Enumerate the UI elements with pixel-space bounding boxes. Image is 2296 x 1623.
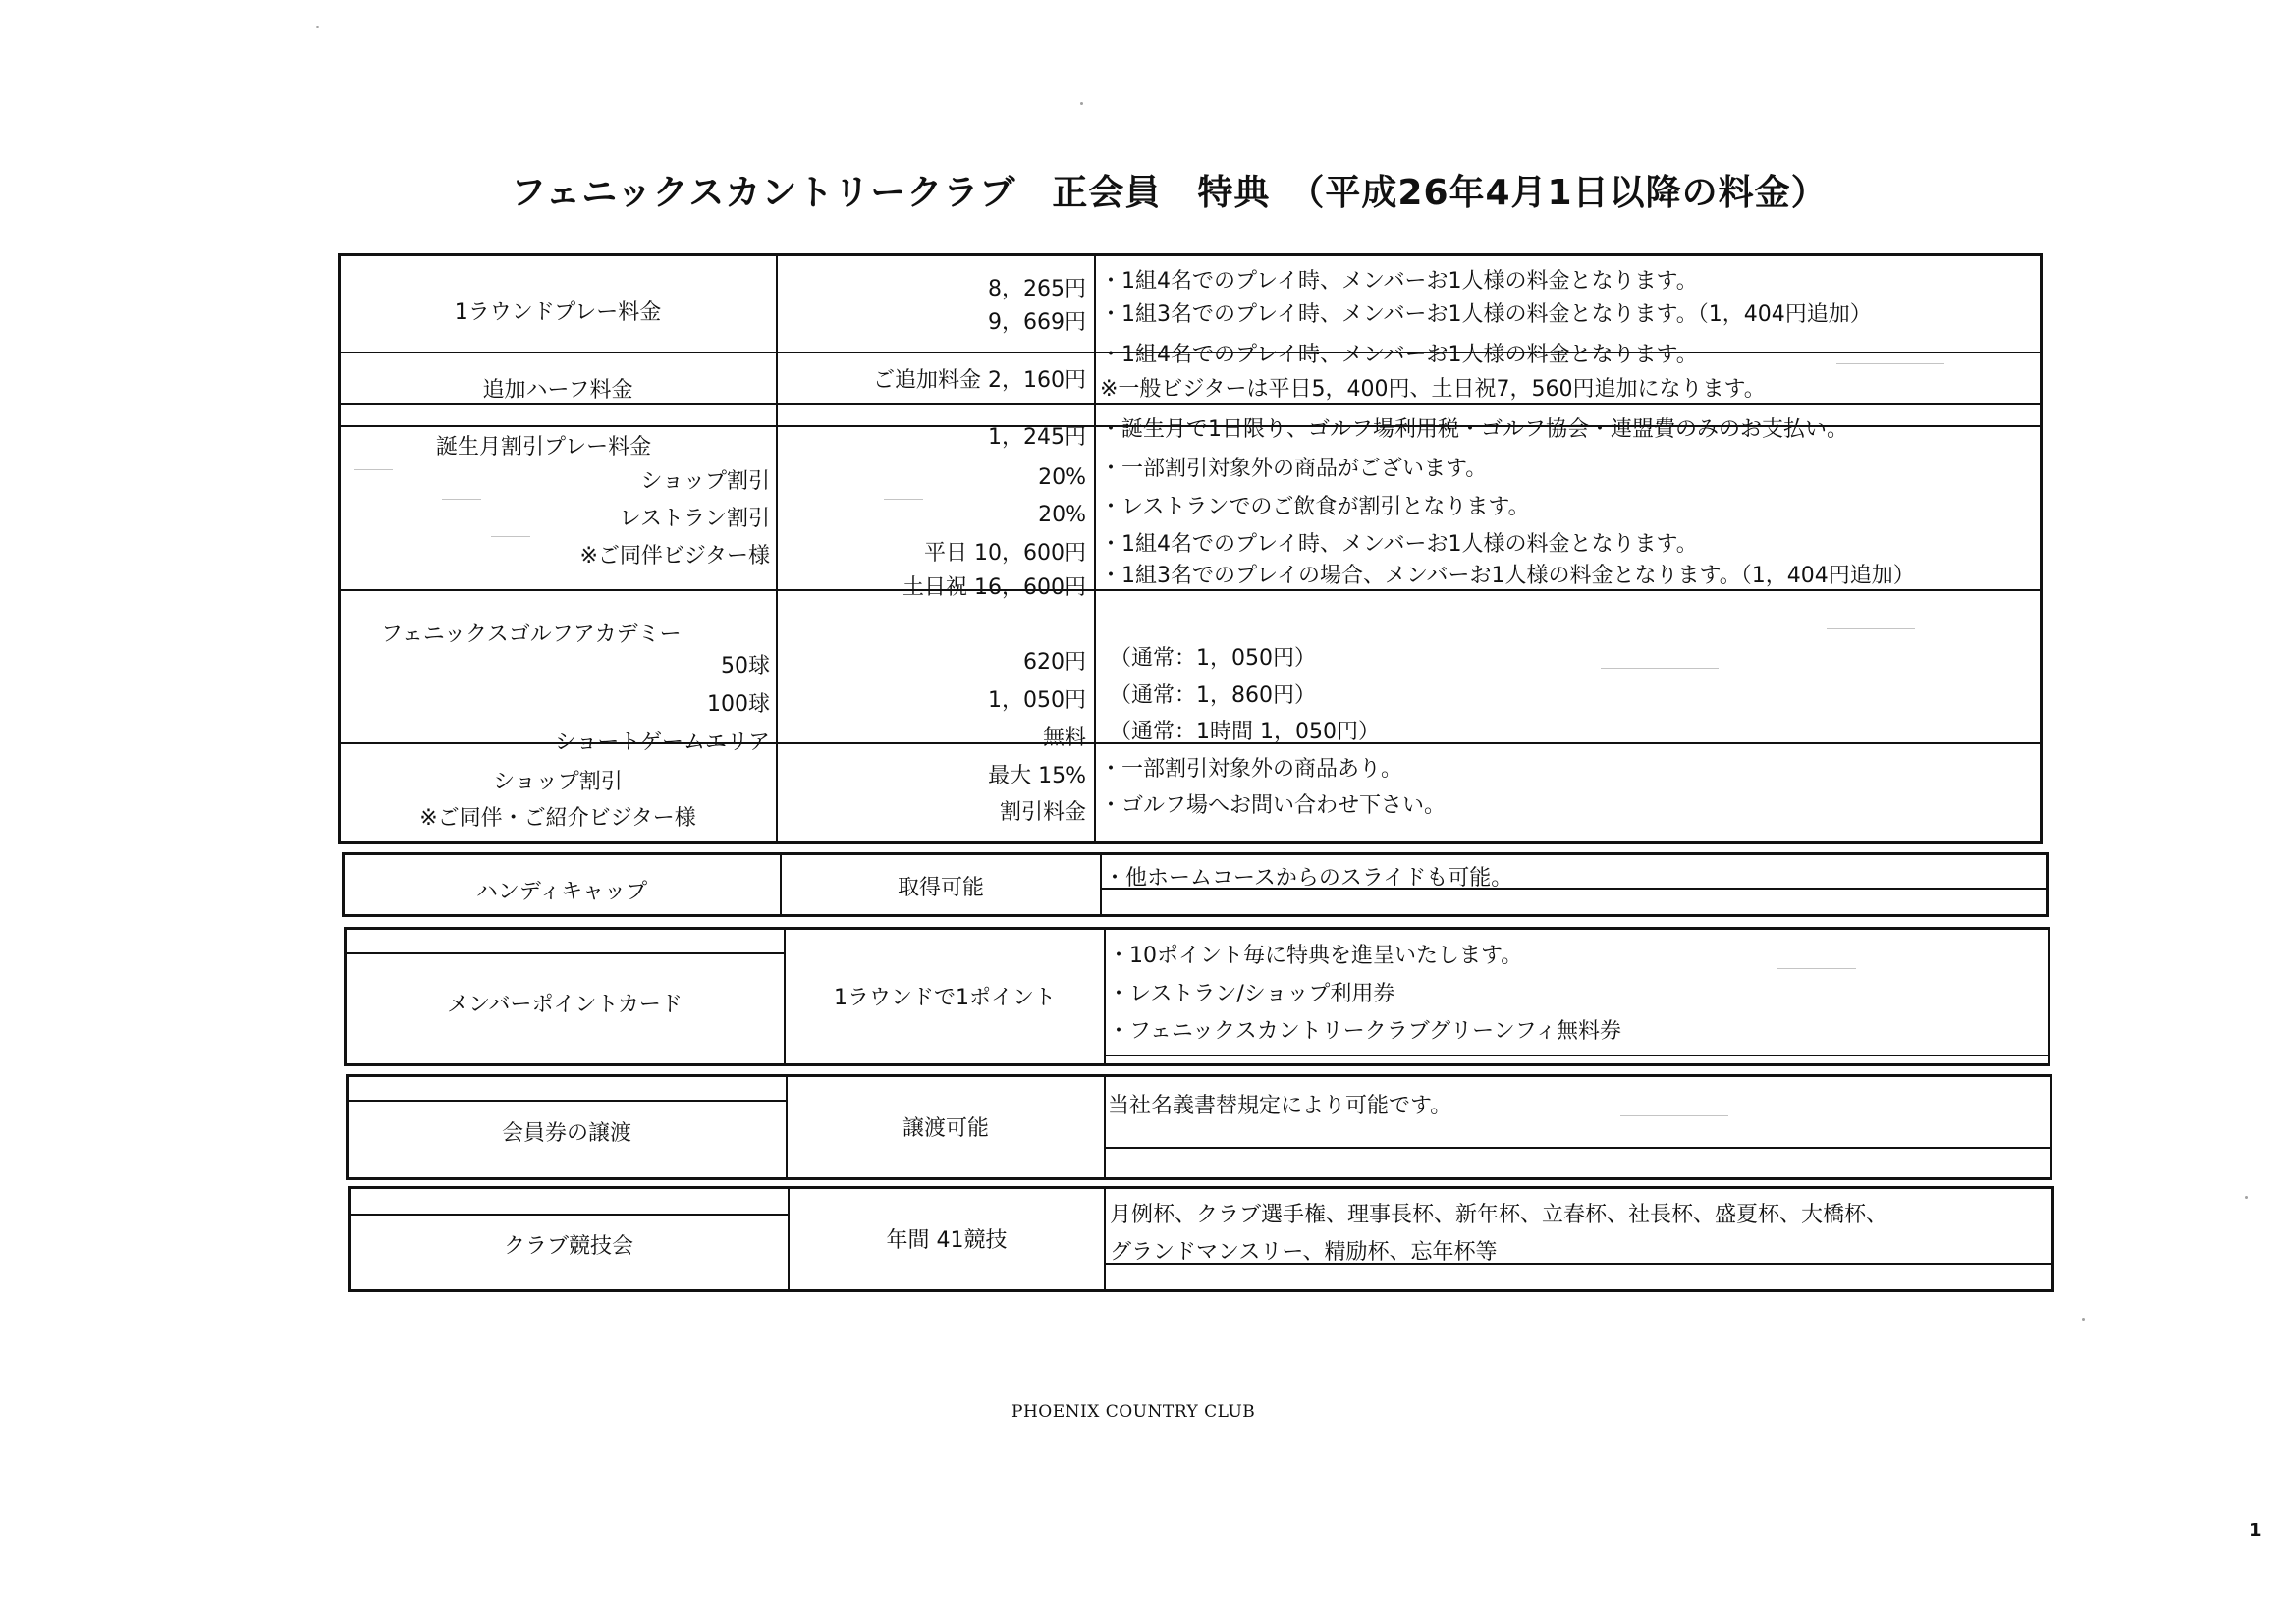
scan-artifact bbox=[442, 499, 481, 500]
round-fee-4-note: ・1組4名でのプレイ時、メンバーお1人様の料金となります。 bbox=[1100, 269, 1698, 294]
birthday-shop-label: ショップ割引 bbox=[640, 469, 770, 494]
shop-discount-note: ・一部割引対象外の商品あり。 bbox=[1100, 757, 1403, 782]
half-fee-note-1: ・1組4名でのプレイ時、メンバーお1人様の料金となります。 bbox=[1100, 343, 1698, 367]
scan-speck bbox=[2082, 1318, 2085, 1321]
guest-label: ※ご同伴・ご紹介ビジター様 bbox=[419, 806, 696, 831]
birthday-restaurant-note: ・レストランでのご飲食が割引となります。 bbox=[1100, 495, 1530, 519]
table-divider bbox=[1104, 1055, 2049, 1056]
academy-100-note: （通常：1，860円） bbox=[1110, 683, 1316, 708]
table-divider bbox=[340, 403, 2041, 405]
page-number: 1 bbox=[2249, 1520, 2262, 1541]
points-value: 1ラウンドで1ポイント bbox=[834, 986, 1056, 1010]
academy-50-note: （通常：1，050円） bbox=[1110, 646, 1316, 671]
scan-artifact bbox=[491, 536, 530, 537]
scan-artifact bbox=[1827, 628, 1915, 629]
academy-short-label: ショートゲームエリア bbox=[554, 730, 770, 755]
half-fee-note-2: ※一般ビジターは平日5，400円、土日祝7，560円追加になります。 bbox=[1100, 377, 1766, 402]
table-divider bbox=[1104, 929, 1106, 1064]
table-divider bbox=[1104, 1188, 1106, 1290]
academy-100-label: 100球 bbox=[707, 692, 770, 717]
table-divider bbox=[348, 1100, 786, 1102]
competition-note-2: グランドマンスリー、精励杯、忘年杯等 bbox=[1110, 1240, 1498, 1265]
handicap-note: ・他ホームコースからのスライドも可能。 bbox=[1104, 866, 1513, 891]
scan-artifact bbox=[884, 499, 923, 500]
birthday-restaurant-label: レストラン割引 bbox=[619, 507, 770, 531]
birthday-restaurant-value: 20% bbox=[1038, 503, 1086, 527]
scan-artifact bbox=[1620, 1115, 1728, 1116]
page-title: フェニックスカントリークラブ 正会員 特典 （平成26年4月1日以降の料金） bbox=[511, 173, 1828, 213]
scan-artifact bbox=[1836, 363, 1944, 364]
points-note-3: ・フェニックスカントリークラブグリーンフィ無料券 bbox=[1108, 1019, 1621, 1044]
scan-artifact bbox=[1601, 668, 1719, 669]
birthday-fee-label: 誕生月割引プレー料金 bbox=[436, 435, 652, 460]
transfer-label: 会員券の譲渡 bbox=[501, 1121, 631, 1146]
academy-short-note: （通常：1時間 1，050円） bbox=[1110, 720, 1380, 744]
table-divider bbox=[346, 952, 784, 954]
transfer-value: 譲渡可能 bbox=[902, 1116, 989, 1141]
competition-label: クラブ競技会 bbox=[503, 1234, 633, 1259]
table-divider bbox=[1094, 255, 1096, 842]
footer-club-name: PHOENIX COUNTRY CLUB bbox=[1011, 1402, 1256, 1422]
academy-short-price: 無料 bbox=[1042, 726, 1086, 750]
academy-50-price: 620円 bbox=[1023, 650, 1086, 675]
birthday-fee-note: ・誕生月で1日限り、ゴルフ場利用税・ゴルフ協会・連盟費のみのお支払い。 bbox=[1100, 417, 1848, 442]
birthday-visitor-weekend-price: 土日祝 16，600円 bbox=[902, 575, 1086, 600]
competition-value: 年間 41競技 bbox=[886, 1228, 1008, 1253]
table-divider bbox=[776, 255, 778, 842]
handicap-label: ハンディキャップ bbox=[475, 880, 648, 904]
half-fee-price: ご追加料金 2，160円 bbox=[873, 368, 1086, 393]
round-fee-4-price: 8，265円 bbox=[988, 277, 1086, 301]
academy-50-label: 50球 bbox=[721, 654, 770, 678]
scan-speck bbox=[316, 26, 319, 28]
points-note-2: ・レストラン/ショップ利用券 bbox=[1108, 982, 1395, 1006]
guest-note: ・ゴルフ場へお問い合わせ下さい。 bbox=[1100, 793, 1447, 818]
scan-speck bbox=[1080, 102, 1083, 105]
handicap-value: 取得可能 bbox=[897, 876, 984, 900]
table-divider bbox=[340, 589, 2041, 591]
birthday-visitor-weekday-price: 平日 10，600円 bbox=[924, 541, 1086, 566]
birthday-visitor-label: ※ご同伴ビジター様 bbox=[579, 544, 770, 568]
birthday-shop-note: ・一部割引対象外の商品がございます。 bbox=[1100, 457, 1488, 481]
points-note-1: ・10ポイント毎に特典を進呈いたします。 bbox=[1108, 944, 1523, 968]
birthday-shop-value: 20% bbox=[1038, 465, 1086, 490]
round-fee-3-note: ・1組3名でのプレイ時、メンバーお1人様の料金となります。（1，404円追加） bbox=[1100, 302, 1872, 327]
round-fee-label: 1ラウンドプレー料金 bbox=[454, 300, 662, 325]
half-fee-label: 追加ハーフ料金 bbox=[482, 378, 633, 403]
shop-discount-value: 最大 15% bbox=[988, 764, 1086, 788]
scan-speck bbox=[2245, 1196, 2248, 1199]
scan-artifact bbox=[354, 469, 393, 470]
shop-discount-label: ショップ割引 bbox=[493, 770, 623, 794]
transfer-note: 当社名義書替規定により可能です。 bbox=[1108, 1094, 1452, 1118]
academy-100-price: 1，050円 bbox=[988, 688, 1086, 713]
competition-note-1: 月例杯、クラブ選手権、理事長杯、新年杯、立春杯、社長杯、盛夏杯、大橋杯、 bbox=[1110, 1203, 1888, 1227]
table-divider bbox=[1104, 1076, 1106, 1178]
birthday-visitor-weekday-note: ・1組4名でのプレイ時、メンバーお1人様の料金となります。 bbox=[1100, 532, 1698, 557]
points-label: メンバーポイントカード bbox=[447, 993, 683, 1017]
table-divider bbox=[1104, 1147, 2050, 1149]
table-divider bbox=[350, 1214, 788, 1216]
guest-value: 割引料金 bbox=[999, 800, 1086, 825]
table-divider bbox=[1100, 854, 1102, 915]
academy-label: フェニックスゴルフアカデミー bbox=[381, 622, 682, 647]
birthday-fee-price: 1，245円 bbox=[988, 425, 1086, 450]
birthday-visitor-weekend-note: ・1組3名でのプレイの場合、メンバーお1人様の料金となります。（1，404円追加） bbox=[1100, 564, 1915, 588]
round-fee-3-price: 9，669円 bbox=[988, 310, 1086, 335]
scan-artifact bbox=[1777, 968, 1856, 969]
